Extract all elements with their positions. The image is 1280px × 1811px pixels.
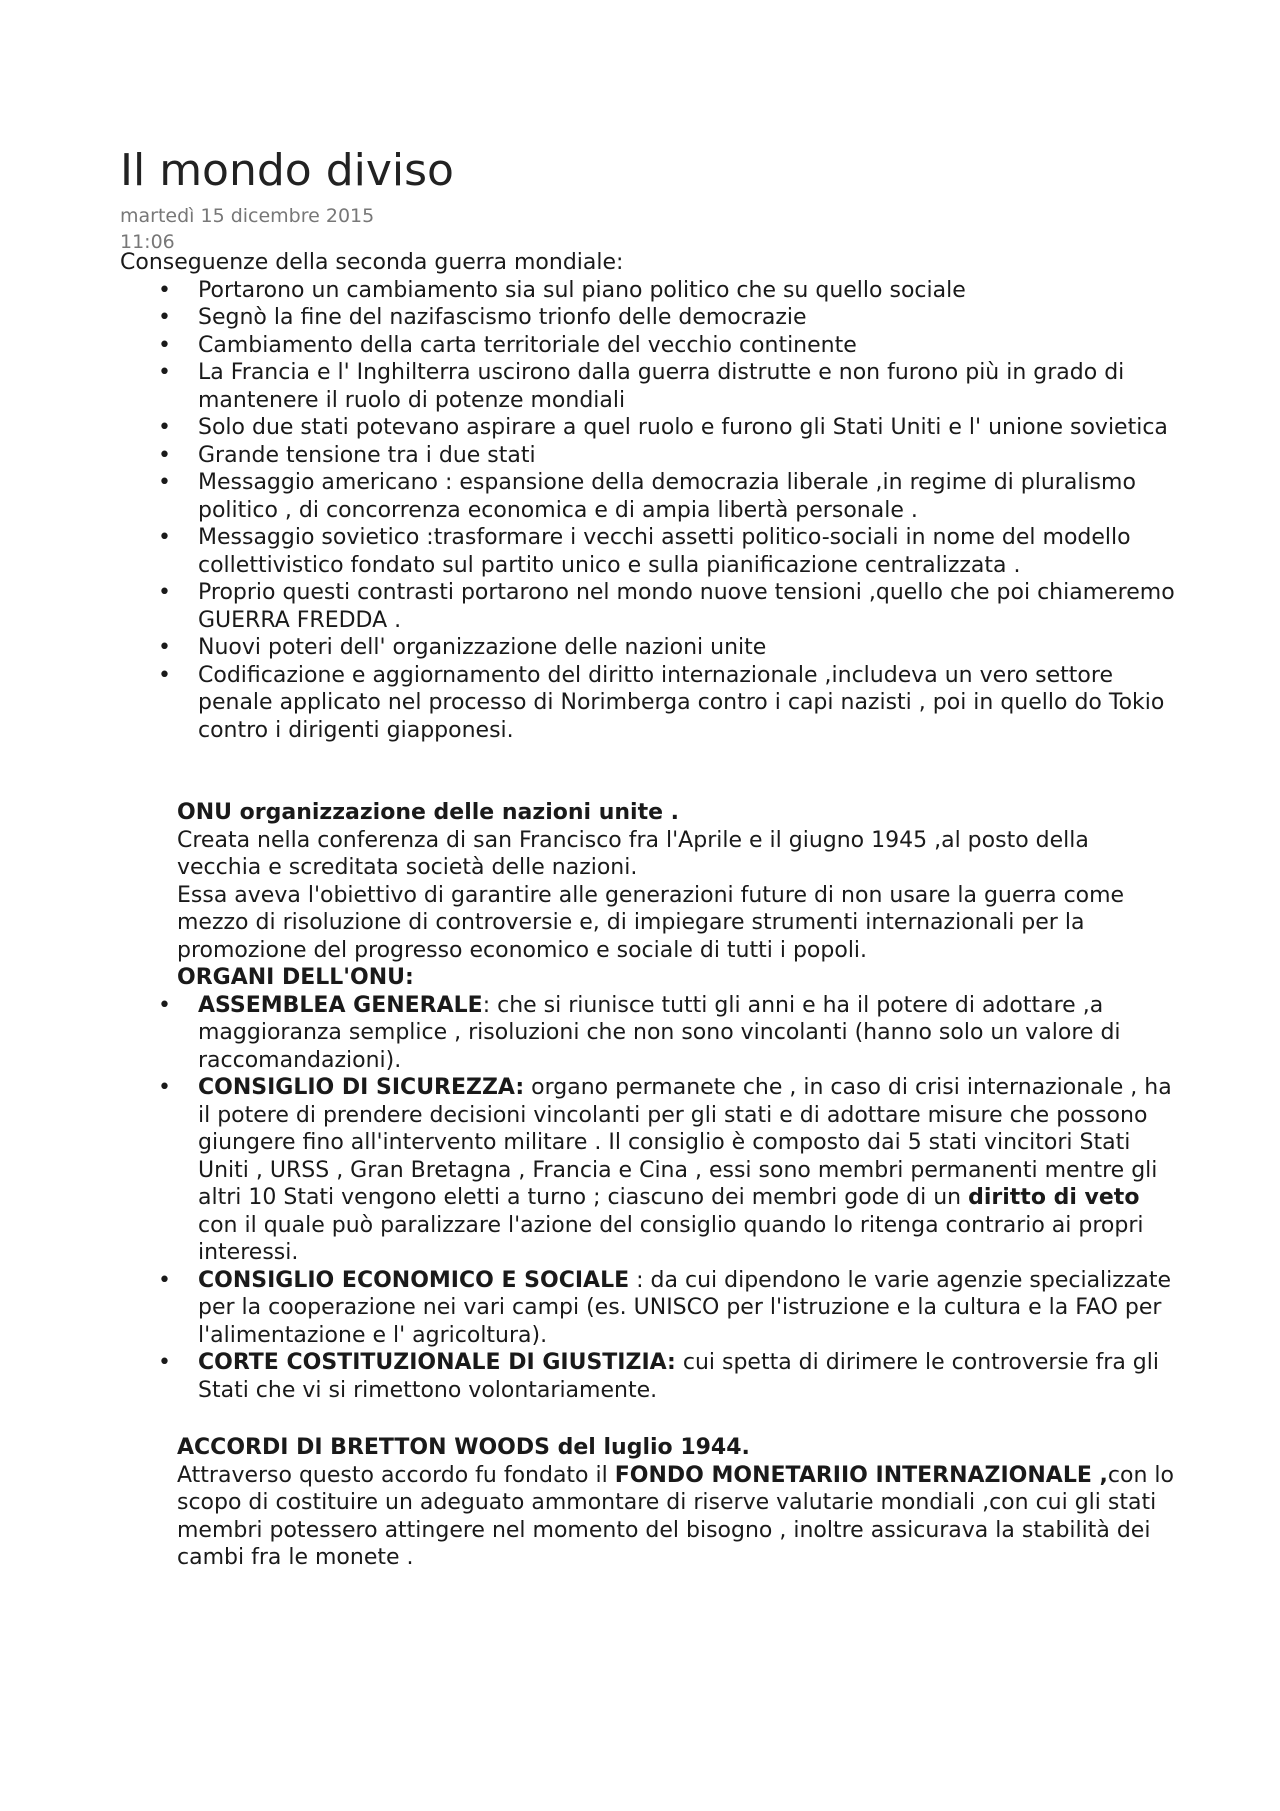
onu-heading: ONU organizzazione delle nazioni unite . <box>177 800 680 825</box>
veto-emphasis: diritto di veto <box>968 1185 1140 1210</box>
organ-name: CONSIGLIO ECONOMICO E SOCIALE <box>198 1267 630 1293</box>
page-title: Il mondo diviso <box>120 145 454 196</box>
note-metadata <box>120 203 374 255</box>
bretton-text-start: Attraverso questo accordo fu fondato il <box>177 1462 615 1488</box>
organ-description-end: con il quale può paralizzare l'azione del consiglio quando lo ritenga contrario ai propri interessi. <box>198 1212 1144 1265</box>
list-item: • Cambiamento della carta territoriale del vecchio continente <box>120 332 1180 360</box>
intro-text: Conseguenze della seconda guerra mondiale: <box>120 250 624 275</box>
organs-heading: ORGANI DELL'ONU: <box>177 965 414 990</box>
list-item: • Portarono un cambiamento sia sul piano politico che su quello sociale <box>120 277 1180 305</box>
organ-description: cui spetta di dirimere le controversie fra gli Stati che vi si rimettono volontariamente. <box>198 1350 1159 1403</box>
organ-name: CORTE COSTITUZIONALE DI GIUSTIZIA: <box>198 1350 676 1375</box>
list-item: • La Francia e l' Inghilterra uscirono dalla guerra distrutte e non furono più in grado di mantenere il ruolo di potenze mondiali <box>120 359 1180 414</box>
organ-item <box>120 992 1180 1075</box>
organ-description: : che si riunisce tutti gli anni e ha il potere di adottare ,a maggioranza semplice , risoluzioni che non sono vincolanti (hanno solo un valore di raccomandazioni). <box>198 992 1121 1073</box>
note-body <box>120 249 1180 1572</box>
list-item: • Segnò la fine del nazifascismo trionfo delle democrazie <box>120 304 1180 332</box>
list-item: • Grande tensione tra i due stati <box>120 442 1180 470</box>
organ-item <box>120 1267 1180 1350</box>
bretton-heading: ACCORDI DI BRETTON WOODS del luglio 1944. <box>177 1435 750 1460</box>
note-time: 11:06 <box>120 231 175 253</box>
fmi-emphasis: FONDO MONETARIIO INTERNAZIONALE , <box>614 1462 1108 1488</box>
bretton-woods-section <box>120 1434 1180 1572</box>
organ-description: organo permanete che , in caso di crisi internazionale , ha il potere di prendere decisioni vincolanti per gli stati e di adottare misure che possono giungere fino all'intervento militare . Il consiglio è composto dai 5 stati vincitori Stati Uniti , URSS , Gran Bretagna , Francia e Cina , essi sono membri permanenti mentre gli altri 10 Stati vengono eletti a turno ; ciascuno dei membri gode di un <box>198 1075 1172 1210</box>
note-date: martedì 15 dicembre 2015 <box>120 205 375 227</box>
list-item: • Codificazione e aggiornamento del diritto internazionale ,includeva un vero settore penale applicato nel processo di Norimberga contro i capi nazisti , poi in quello do Tokio contro i dirigenti giapponesi. <box>120 662 1180 745</box>
list-item: • Messaggio sovietico :trasformare i vecchi assetti politico-sociali in nome del modello collettivistico fondato sul partito unico e sulla pianificazione centralizzata . <box>120 524 1180 579</box>
list-item: • Solo due stati potevano aspirare a quel ruolo e furono gli Stati Uniti e l' unione sovietica <box>120 414 1180 442</box>
consequences-list <box>120 277 1180 745</box>
onu-section <box>120 799 1180 992</box>
organs-list <box>120 992 1180 1405</box>
organ-name: CONSIGLIO DI SICUREZZA: <box>198 1075 525 1100</box>
onu-paragraph-1: Creata nella conferenza di san Francisco fra l'Aprile e il giugno 1945 ,al posto della vecchia e screditata società delle nazioni. <box>177 827 1089 880</box>
organ-name: ASSEMBLEA GENERALE <box>198 992 483 1018</box>
list-item: • Proprio questi contrasti portarono nel mondo nuove tensioni ,quello che poi chiameremo GUERRA FREDDA . <box>120 579 1180 634</box>
bretton-paragraph <box>177 1462 1180 1572</box>
organ-item <box>120 1074 1180 1267</box>
bretton-text-end: con lo scopo di costituire un adeguato ammontare di riserve valutarie mondiali ,con cui gli stati membri potessero attingere nel momento del bisogno , inoltre assicurava la stabilità dei cambi fra le monete . <box>177 1462 1174 1570</box>
organ-description: : da cui dipendono le varie agenzie specializzate per la cooperazione nei vari campi (es. UNISCO per l'istruzione e la cultura e la FAO per l'alimentazione e l' agricoltura). <box>198 1267 1172 1348</box>
organ-item <box>120 1349 1180 1404</box>
onu-paragraph-2: Essa aveva l'obiettivo di garantire alle generazioni future di non usare la guerra come mezzo di risoluzione di controversie e, di impiegare strumenti internazionali per la promozione del progresso economico e sociale di tutti i popoli. <box>177 882 1125 963</box>
list-item: • Messaggio americano : espansione della democrazia liberale ,in regime di pluralismo politico , di concorrenza economica e di ampia libertà personale . <box>120 469 1180 524</box>
list-item: • Nuovi poteri dell' organizzazione delle nazioni unite <box>120 634 1180 662</box>
